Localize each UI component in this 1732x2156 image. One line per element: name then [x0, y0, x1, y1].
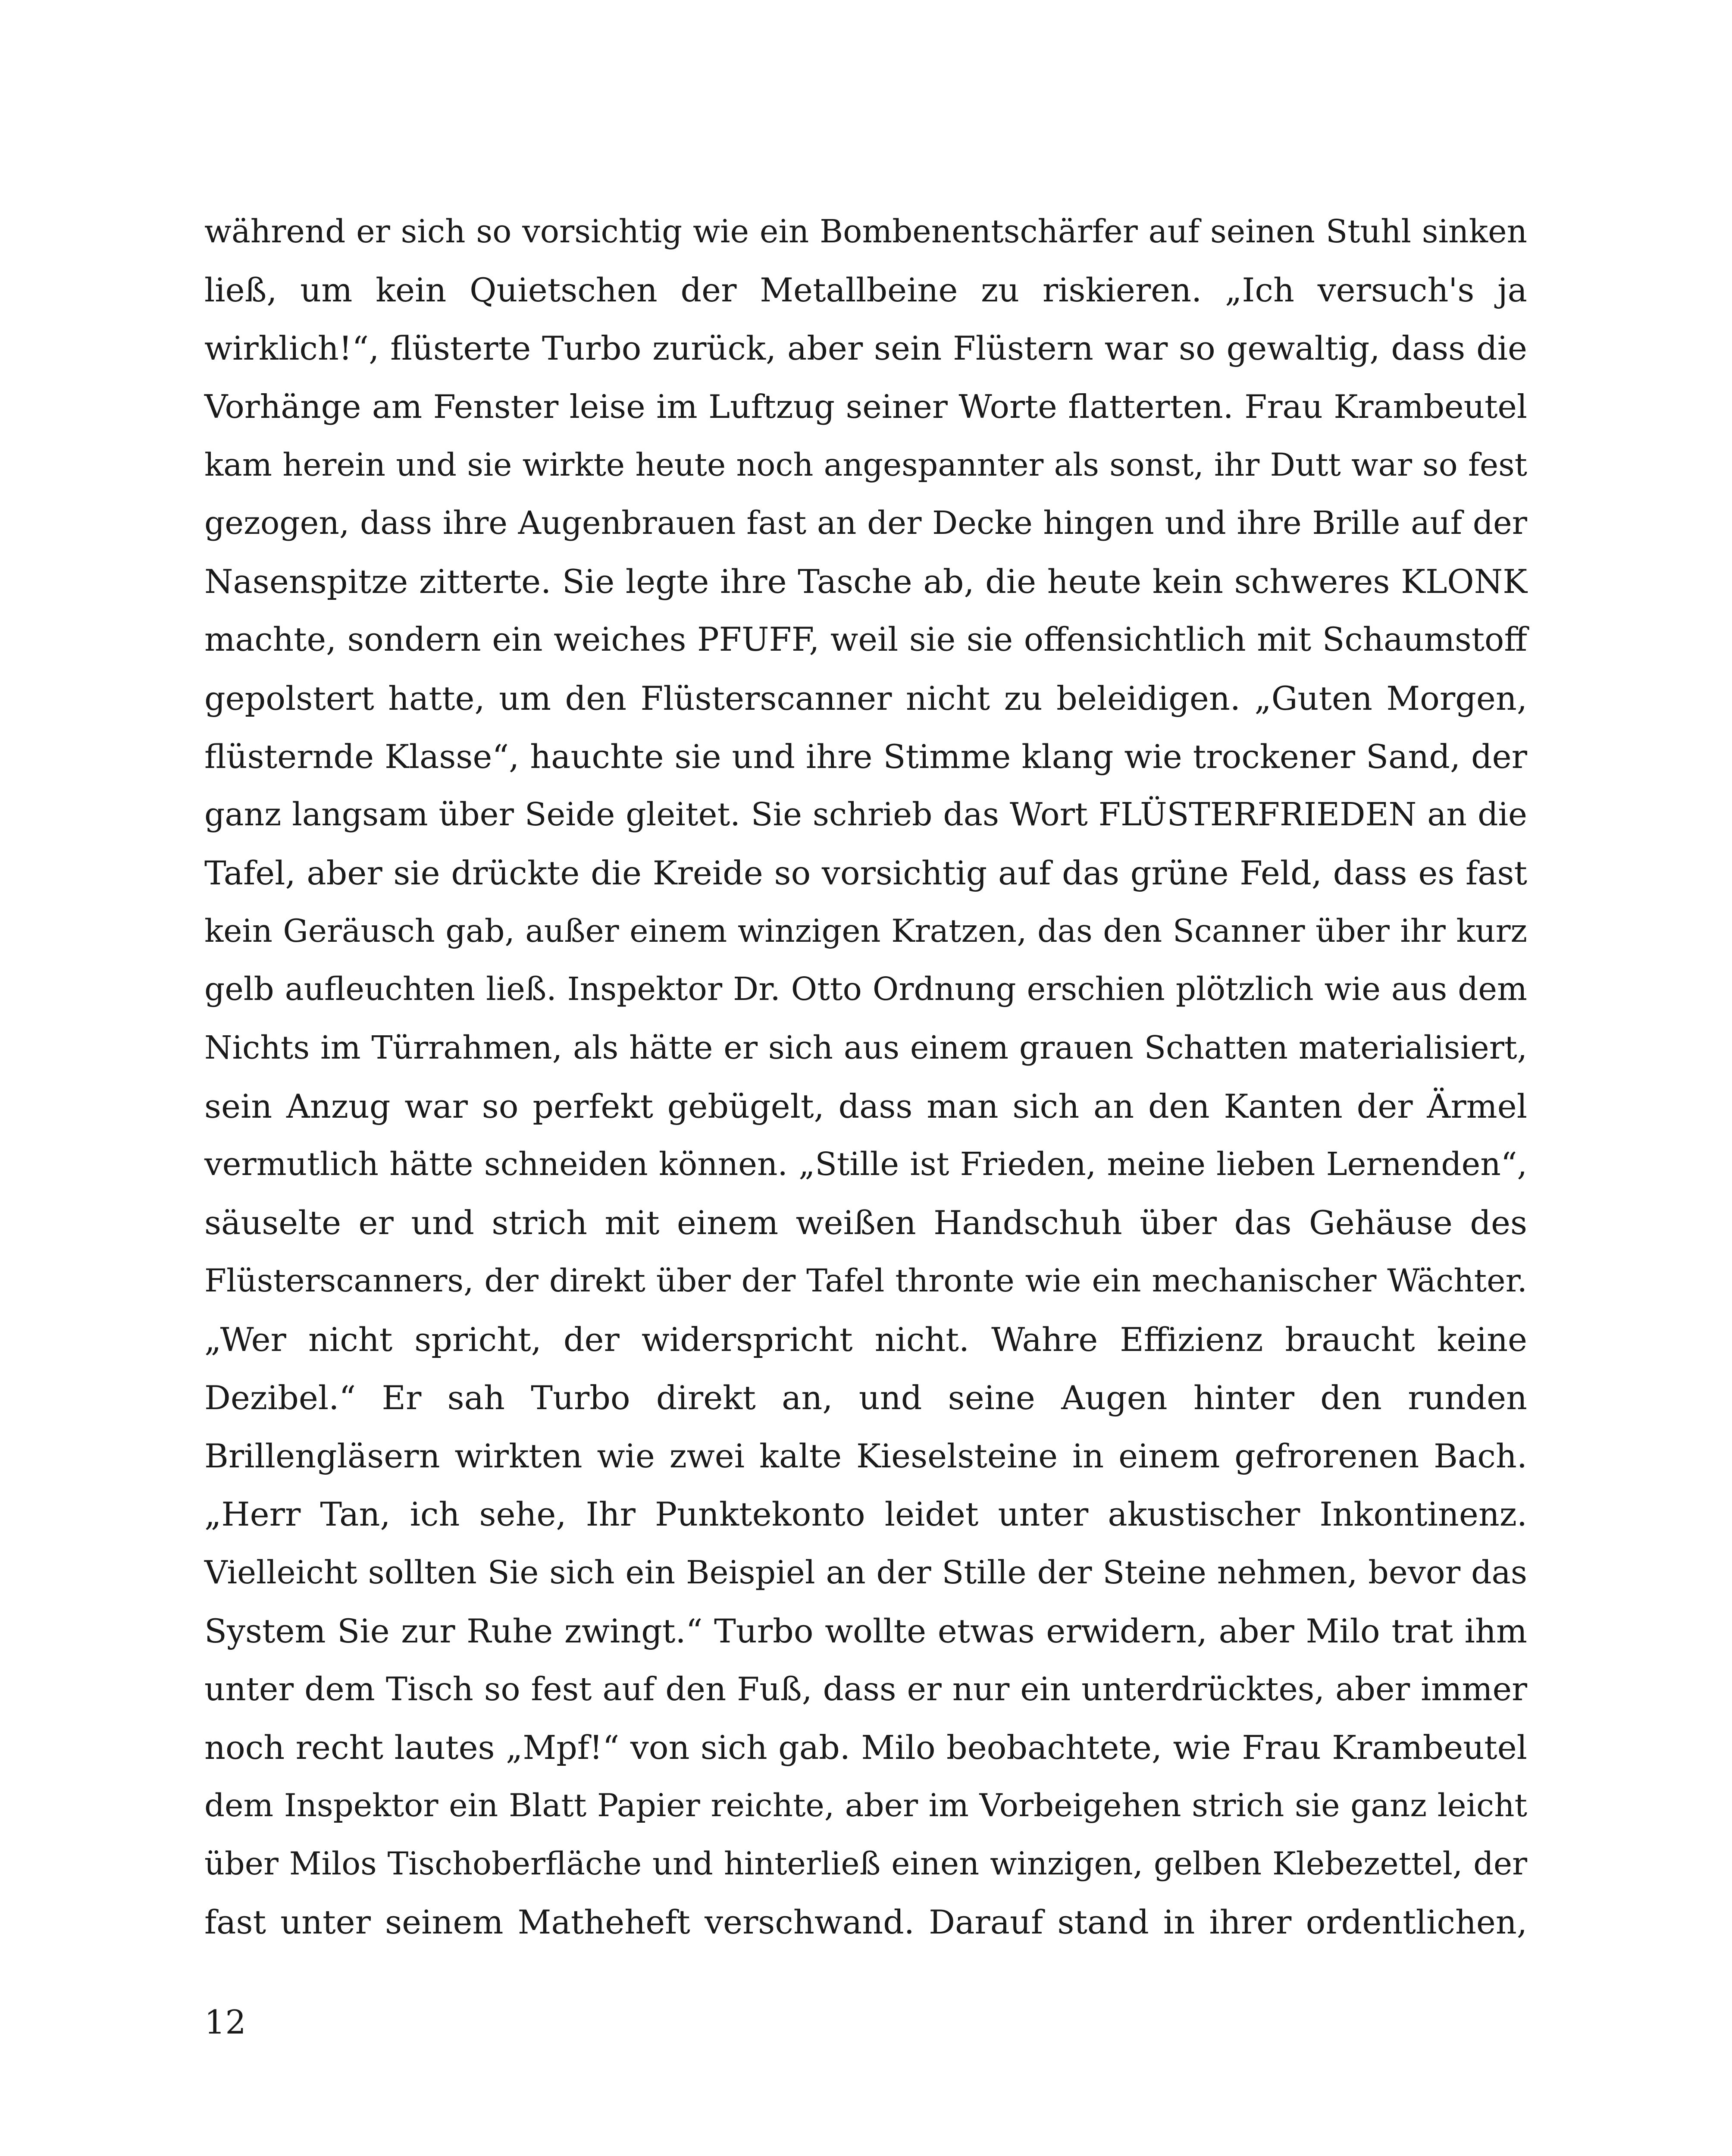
text-line: sein Anzug war so perfekt gebügelt, dass man sich an den Kanten der Ärmel — [204, 1087, 1527, 1125]
text-line: gepolstert hatte, um den Flüsterscanner nicht zu beleidigen. „Guten Morgen, — [204, 679, 1527, 718]
text-line: machte, sondern ein weiches PFUFF, weil sie sie offensichtlich mit Schaumstoff — [204, 620, 1527, 659]
text-line: gelb aufleuchten ließ. Inspektor Dr. Otto Ordnung erschien plötzlich wie aus dem — [204, 971, 1527, 1008]
text-line: Vielleicht sollten Sie sich ein Beispiel an der Stille der Steine nehmen, bevor das — [204, 1554, 1527, 1592]
text-line: unter dem Tisch so fest auf den Fuß, dass er nur ein unterdrücktes, aber immer — [204, 1670, 1527, 1708]
text-line: Nasenspitze zitterte. Sie legte ihre Tasche ab, die heute kein schweres KLONK — [204, 562, 1527, 601]
text-line: Flüsterscanners, der direkt über der Tafel thronte wie ein mechanischer Wächter. — [204, 1263, 1527, 1300]
text-line: Brillengläsern wirkten wie zwei kalte Kieselsteine in einem gefrorenen Bach. — [204, 1436, 1527, 1475]
text-line: über Milos Tischoberfläche und hinterließ einen winzigen, gelben Klebezettel, der — [204, 1846, 1527, 1883]
page-number: 12 — [204, 2003, 246, 2041]
text-line: wirklich!“, flüsterte Turbo zurück, aber sein Flüstern war so gewaltig, dass die — [204, 329, 1527, 368]
text-line: System Sie zur Ruhe zwingt.“ Turbo wollte etwas erwidern, aber Milo trat ihm — [204, 1611, 1527, 1650]
text-line: kein Geräusch gab, außer einem winzigen Kratzen, das den Scanner über ihr kurz — [204, 913, 1527, 950]
text-line: dem Inspektor ein Blatt Papier reichte, aber im Vorbeigehen strich sie ganz leicht — [204, 1787, 1527, 1824]
text-line: gezogen, dass ihre Augenbrauen fast an der Decke hingen und ihre Brille auf der — [204, 504, 1527, 542]
text-line: Vorhänge am Fenster leise im Luftzug seiner Worte flatterten. Frau Krambeutel — [204, 387, 1527, 426]
text-line: noch recht lautes „Mpf!“ von sich gab. Milo beobachtete, wie Frau Krambeutel — [204, 1728, 1527, 1767]
text-line: flüsternde Klasse“, hauchte sie und ihre Stimme klang wie trockener Sand, der — [204, 737, 1527, 776]
text-line: ganz langsam über Seide gleitet. Sie schrieb das Wort FLÜSTERFRIEDEN an die — [204, 796, 1527, 833]
text-line: „Wer nicht spricht, der widerspricht nicht. Wahre Effizienz braucht keine — [204, 1320, 1527, 1359]
text-line: vermutlich hätte schneiden können. „Stille ist Frieden, meine lieben Lernenden“, — [204, 1146, 1527, 1183]
text-line: ließ, um kein Quietschen der Metallbeine zu riskieren. „Ich versuch's ja — [204, 271, 1527, 310]
body-text — [204, 203, 1527, 1952]
text-line: fast unter seinem Matheheft verschwand. Darauf stand in ihrer ordentlichen, — [204, 1903, 1527, 1942]
text-line: während er sich so vorsichtig wie ein Bombenentschärfer auf seinen Stuhl sinken — [204, 213, 1527, 250]
text-line: kam herein und sie wirkte heute noch angespannter als sonst, ihr Dutt war so fest — [204, 446, 1527, 483]
text-line: Nichts im Türrahmen, als hätte er sich aus einem grauen Schatten materialisiert, — [204, 1029, 1527, 1066]
text-line: Tafel, aber sie drückte die Kreide so vorsichtig auf das grüne Feld, dass es fast — [204, 854, 1527, 893]
text-line: Dezibel.“ Er sah Turbo direkt an, und seine Augen hinter den runden — [204, 1378, 1527, 1417]
text-line: säuselte er und strich mit einem weißen Handschuh über das Gehäuse des — [204, 1203, 1527, 1242]
text-line: „Herr Tan, ich sehe, Ihr Punktekonto leidet unter akustischer Inkontinenz. — [204, 1495, 1527, 1534]
